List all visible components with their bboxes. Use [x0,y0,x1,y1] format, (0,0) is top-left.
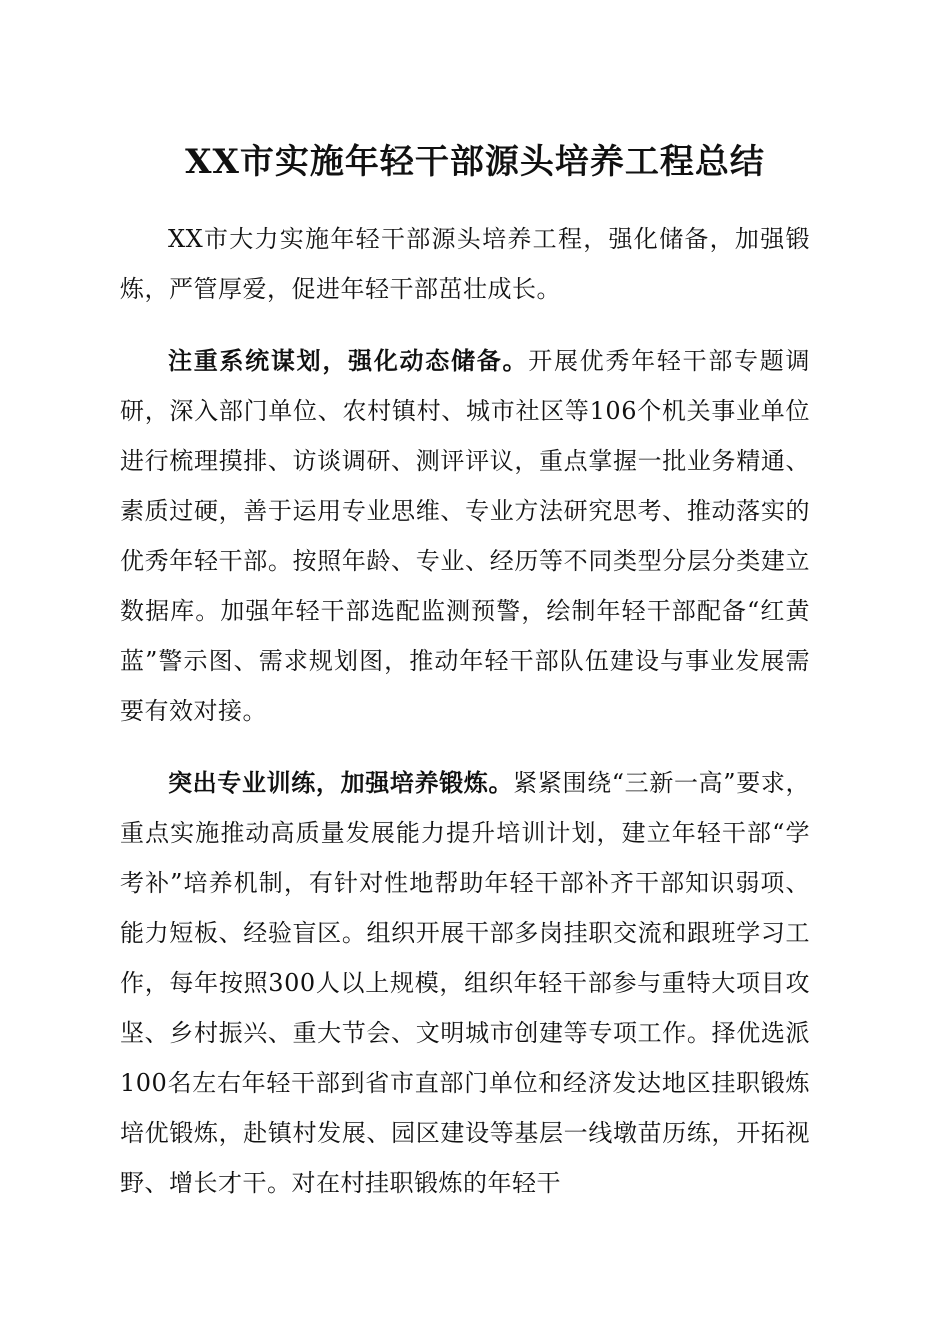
paragraph-training [120,758,810,1208]
paragraph-lead: 突出专业训练，加强培养锻炼。 [168,768,514,797]
document-title: XX市实施年轻干部源头培养工程总结 [185,142,765,182]
paragraph-lead: 注重系统谋划，强化动态储备。 [168,346,529,375]
paragraph-text: XX市大力实施年轻干部源头培养工程，强化储备，加强锻炼，严管厚爱，促进年轻干部茁壮成长。 [120,225,810,303]
paragraph-intro [120,214,810,314]
paragraph-text: 紧紧围绕“三新一高”要求，重点实施推动高质量发展能力提升培训计划，建立年轻干部“学考补”培养机制，有针对性地帮助年轻干部补齐干部知识弱项、能力短板、经验盲区。组织开展干部多岗挂职交流和跟班学习工作，每年按照300人以上规模，组织年轻干部参与重特大项目攻坚、乡村振兴、重大节会、文明城市创建等专项工作。择优选派100名左右年轻干部到省市直部门单位和经济发达地区挂职锻炼培优锻炼，赴镇村发展、园区建设等基层一线墩苗历练，开拓视野、增长才干。对在村挂职锻炼的年轻干 [120,769,811,1197]
paragraph-planning [120,336,810,736]
paragraph-text: 开展优秀年轻干部专题调研，深入部门单位、农村镇村、城市社区等106个机关事业单位进行梳理摸排、访谈调研、测评评议，重点掌握一批业务精通、素质过硬，善于运用专业思维、专业方法研究思考、推动落实的优秀年轻干部。按照年龄、专业、经历等不同类型分层分类建立数据库。加强年轻干部选配监测预警，绘制年轻干部配备“红黄蓝”警示图、需求规划图，推动年轻干部队伍建设与事业发展需要有效对接。 [120,347,811,725]
